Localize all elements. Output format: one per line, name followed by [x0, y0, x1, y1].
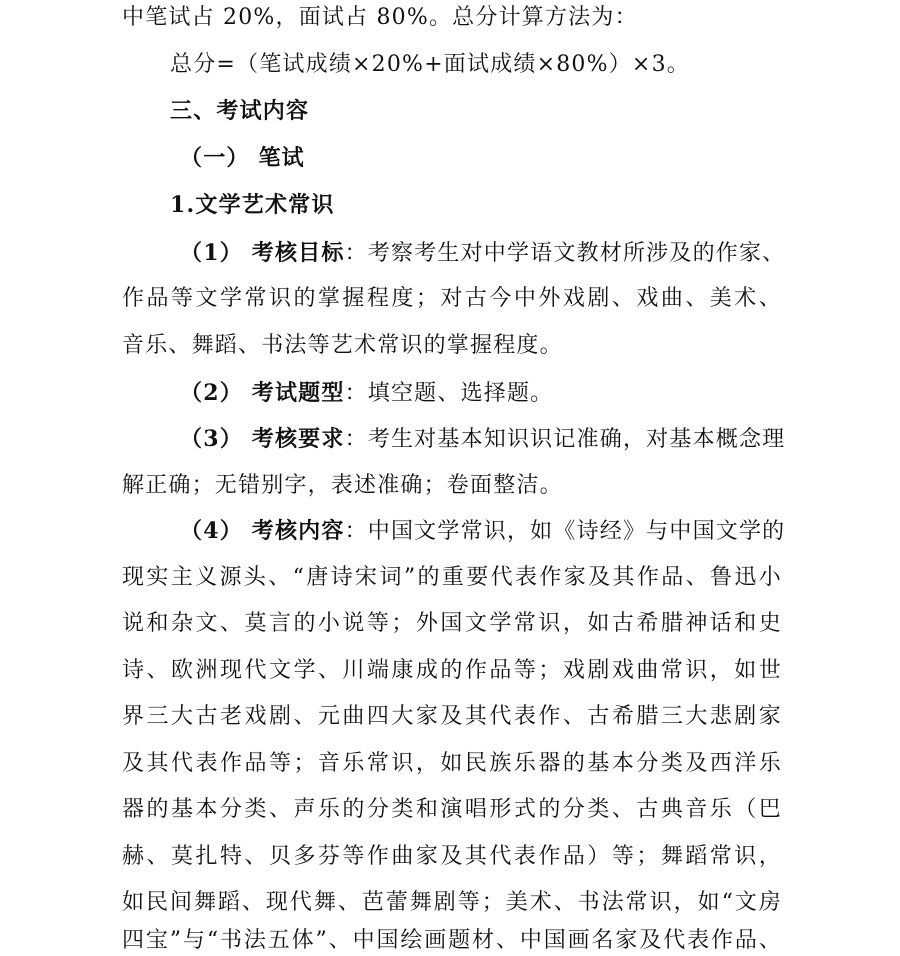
text-line: 中笔试占 20%，面试占 80%。总分计算方法为：: [122, 5, 638, 30]
paragraph-label: （4） 考核内容: [180, 518, 345, 544]
paragraph-line: 解正确；无错别字，表述准确；卷面整洁。: [122, 473, 563, 498]
paragraph-line: [180, 424, 786, 455]
paragraph-line: 音乐、舞蹈、书法等艺术常识的掌握程度。: [122, 333, 563, 358]
paragraph-label: （3） 考核要求: [180, 426, 345, 452]
paragraph-line: 四宝”与“书法五体”、中国绘画题材、中国画名家及代表作品、: [122, 928, 782, 953]
paragraph-line: 现实主义源头、“唐诗宋词”的重要代表作家及其作品、鲁迅小: [122, 565, 782, 590]
paragraph-line: [180, 516, 786, 547]
section-heading: 三、考试内容: [170, 99, 310, 124]
paragraph-line: 界三大古老戏剧、元曲四大家及其代表作、古希腊三大悲剧家: [122, 704, 782, 729]
paragraph-line: [180, 238, 786, 269]
paragraph-text: ：中国文学常识，如《诗经》与中国文学的: [344, 519, 786, 544]
paragraph-label: （1） 考核目标: [180, 240, 345, 266]
paragraph-line: 作品等文学常识的掌握程度；对古今中外戏剧、戏曲、美术、: [122, 286, 782, 311]
paragraph-line: 说和杂文、莫言的小说等；外国文学常识，如古希腊神话和史: [122, 611, 782, 636]
paragraph-line: 器的基本分类、声乐的分类和演唱形式的分类、古典音乐（巴: [122, 797, 782, 822]
paragraph-text: ：填空题、选择题。: [344, 381, 554, 406]
paragraph-label: （2） 考试题型: [180, 380, 345, 406]
formula-line: 总分=（笔试成绩×20%+面试成绩×80%）×3。: [170, 52, 690, 77]
paragraph-line: [180, 378, 840, 409]
paragraph-line: 诗、欧洲现代文学、川端康成的作品等；戏剧戏曲常识，如世: [122, 658, 782, 683]
paragraph-text: ：考察考生对中学语文教材所涉及的作家、: [344, 241, 786, 266]
paragraph-text: ：考生对基本知识识记准确，对基本概念理: [344, 427, 786, 452]
paragraph-line: 如民间舞蹈、现代舞、芭蕾舞剧等；美术、书法常识，如“文房: [122, 890, 782, 915]
subsection-heading: （一） 笔试: [180, 145, 305, 171]
paragraph-line: 赫、莫扎特、贝多芬等作曲家及其代表作品）等；舞蹈常识，: [122, 844, 782, 869]
paragraph-line: 及其代表作品等；音乐常识，如民族乐器的基本分类及西洋乐: [122, 751, 782, 776]
item-heading: 1.文学艺术常识: [170, 192, 335, 218]
